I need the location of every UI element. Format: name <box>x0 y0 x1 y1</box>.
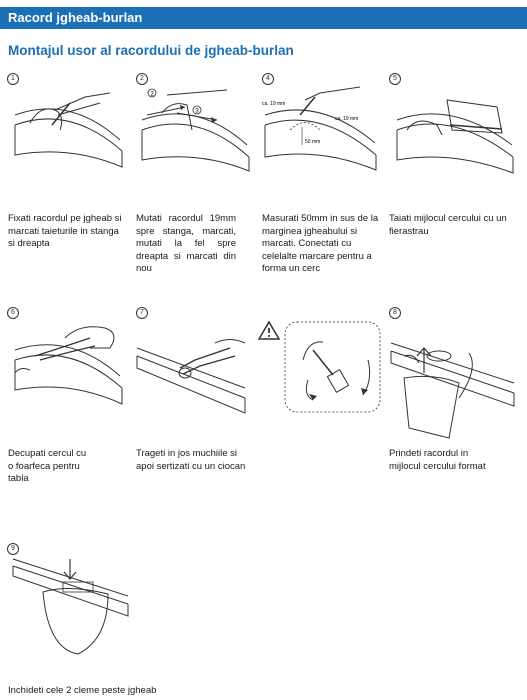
step-4-label-left: ca. 19 mm <box>262 101 286 107</box>
step-5-illustration <box>392 85 517 180</box>
step-number-4: 4 <box>262 73 274 85</box>
step-2-mark-a: 2 <box>150 91 154 98</box>
header-bar <box>0 7 527 29</box>
step-6-illustration <box>10 318 125 418</box>
page-subtitle: Montajul usor al racordului de jgheab-burlan <box>8 43 294 58</box>
step-6-caption: Decupati cercul cu o foarfeca pentru tabla <box>8 448 87 484</box>
step-8-caption: Prindeti racordul in mijlocul cercului format <box>389 448 486 472</box>
step-2-illustration <box>137 85 252 180</box>
step-8-illustration <box>389 318 517 443</box>
step-2-mark-b: 3 <box>195 108 199 115</box>
step-number-2: 2 <box>136 73 148 85</box>
step-number-5: 5 <box>389 73 401 85</box>
step-4-illustration <box>260 85 378 180</box>
step-number-1: 1 <box>7 73 19 85</box>
step-4-label-right: ca. 19 mm <box>335 116 359 122</box>
step-4-label-height: 50 mm <box>305 139 321 145</box>
warning-triangle-icon <box>258 320 280 340</box>
step-4-caption: Masurati 50mm in sus de la marginea jgheabului si marcati. Conectati cu celelalte marcare pentru a forma un cerc <box>262 213 379 274</box>
step-1-illustration <box>10 85 125 180</box>
step-number-7: 7 <box>136 307 148 319</box>
step-9-illustration <box>8 554 133 664</box>
step-1-caption: Fixati racordul pe jgheab si marcati taieturile in stanga si dreapta <box>8 213 122 249</box>
step-9-caption: Inchideti cele 2 cleme peste jgheab <box>8 685 157 696</box>
step-number-9: 9 <box>7 543 19 555</box>
header-title: Racord jgheab-burlan <box>8 10 143 25</box>
step-7-illustration <box>135 318 250 418</box>
step-5-caption: Taiati mijlocul cercului cu un fierastrau <box>389 213 507 237</box>
step-2-caption: Mutati racordul 19mm spre stanga, marcati, mutati la fel spre dreapta si marcati din nou <box>136 213 236 274</box>
step-7-caption: Trageti in jos muchiile si apoi sertizati cu un ciocan <box>136 448 246 472</box>
hammer-illustration <box>283 320 383 415</box>
step-number-8: 8 <box>389 307 401 319</box>
step-number-6: 6 <box>7 307 19 319</box>
